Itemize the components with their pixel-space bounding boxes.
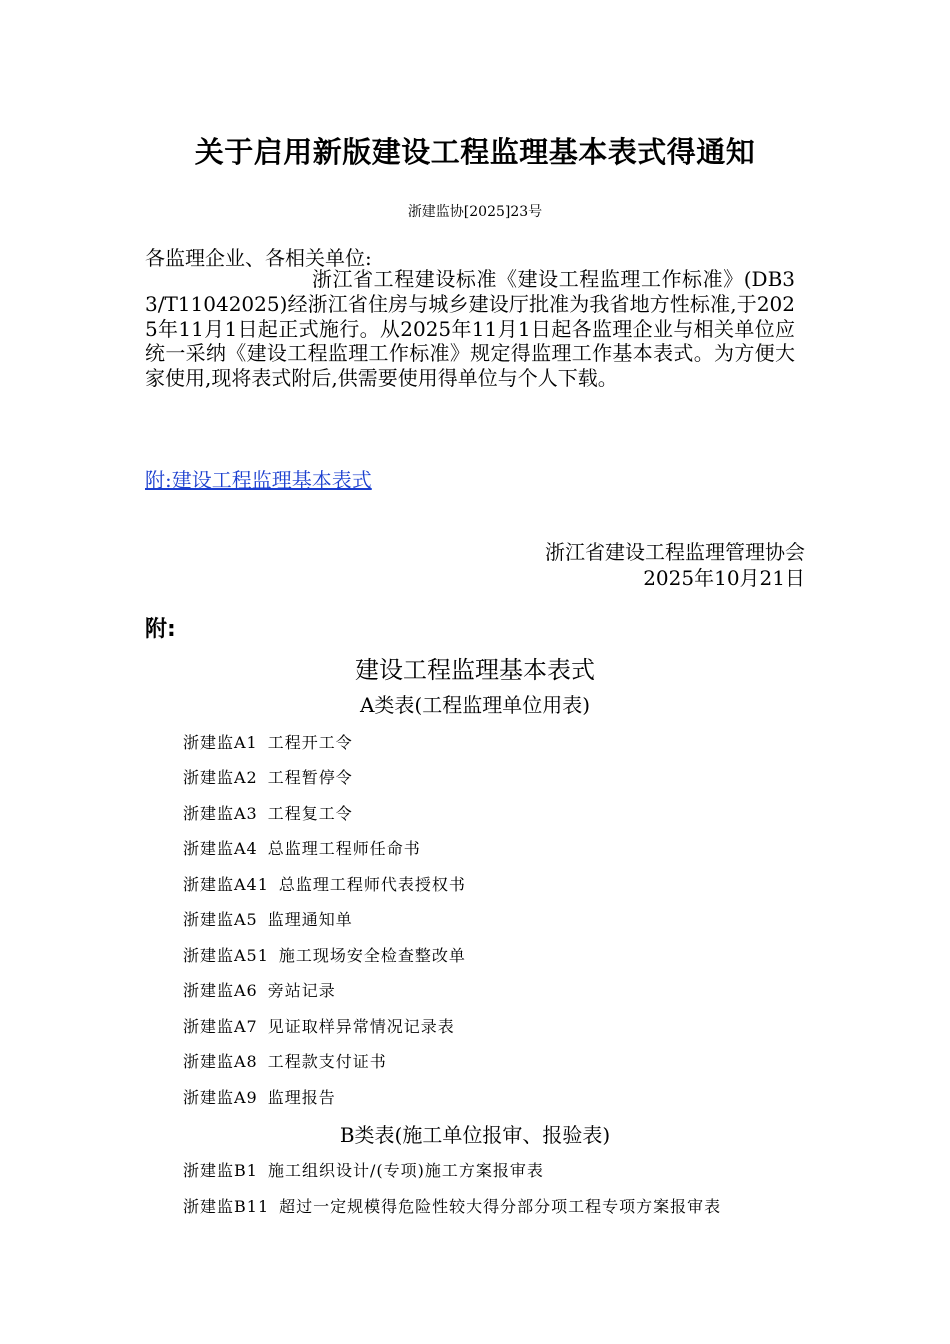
form-item [183,730,353,753]
signature-org: 浙江省建设工程监理管理协会 [545,540,805,564]
appendix-label: 附: [145,617,176,642]
form-item [183,765,353,788]
salutation: 各监理企业、各相关单位: [145,246,372,270]
form-item [183,1085,336,1108]
form-code: 浙建监A41 [183,875,269,894]
form-name: 施工组织设计/(专项)施工方案报审表 [267,1161,544,1180]
document-number: 浙建监协[2025]23号 [407,204,543,220]
form-name: 总监理工程师任命书 [267,839,421,858]
form-code: 浙建监A6 [183,981,258,1000]
attachment-link[interactable]: 附:建设工程监理基本表式 [145,468,372,492]
form-code: 浙建监A1 [183,733,258,752]
category-b-title: B类表(施工单位报审、报验表) [339,1123,611,1147]
form-item [183,1049,387,1072]
form-item [183,943,466,966]
form-name: 工程暂停令 [267,768,353,787]
form-code: 浙建监A5 [183,910,258,929]
form-code: 浙建监A8 [183,1052,258,1071]
notice-body: 浙江省工程建设标准《建设工程监理工作标准》(DB33/T11042025)经浙江省住房与城乡建设厅批准为我省地方性标准,于2025年11月1日起正式施行。从2025年11月1日起各监理企业与相关单位应统一采纳《建设工程监理工作标准》规定得监理工作基本表式。为方便大家使用,现将表式附后,供需要使用得单位与个人下载。 [145,267,795,391]
form-code: 浙建监A4 [183,839,258,858]
form-item [183,1014,455,1037]
form-name: 工程开工令 [267,733,353,752]
form-name: 旁站记录 [267,981,336,1000]
appendix-title: 建设工程监理基本表式 [355,656,595,684]
form-code: 浙建监A9 [183,1088,258,1107]
form-item [183,872,466,895]
form-code: 浙建监B1 [183,1161,258,1180]
form-name: 超过一定规模得危险性较大得分部分项工程专项方案报审表 [279,1197,722,1216]
form-item [183,1194,721,1217]
form-code: 浙建监A7 [183,1017,258,1036]
form-code: 浙建监A3 [183,804,258,823]
form-item [183,978,336,1001]
form-item [183,1158,544,1181]
form-code: 浙建监B11 [183,1197,270,1216]
signature-date: 2025年10月21日 [643,566,805,590]
form-code: 浙建监A2 [183,768,258,787]
document-title: 关于启用新版建设工程监理基本表式得通知 [194,135,756,169]
form-name: 监理通知单 [267,910,353,929]
form-item [183,801,353,824]
form-name: 监理报告 [267,1088,336,1107]
form-name: 工程款支付证书 [267,1052,387,1071]
form-code: 浙建监A51 [183,946,269,965]
form-name: 施工现场安全检查整改单 [278,946,466,965]
form-name: 工程复工令 [267,804,353,823]
form-name: 总监理工程师代表授权书 [278,875,466,894]
form-name: 见证取样异常情况记录表 [267,1017,455,1036]
category-a-title: A类表(工程监理单位用表) [359,693,591,717]
form-item [183,836,421,859]
form-item [183,907,353,930]
